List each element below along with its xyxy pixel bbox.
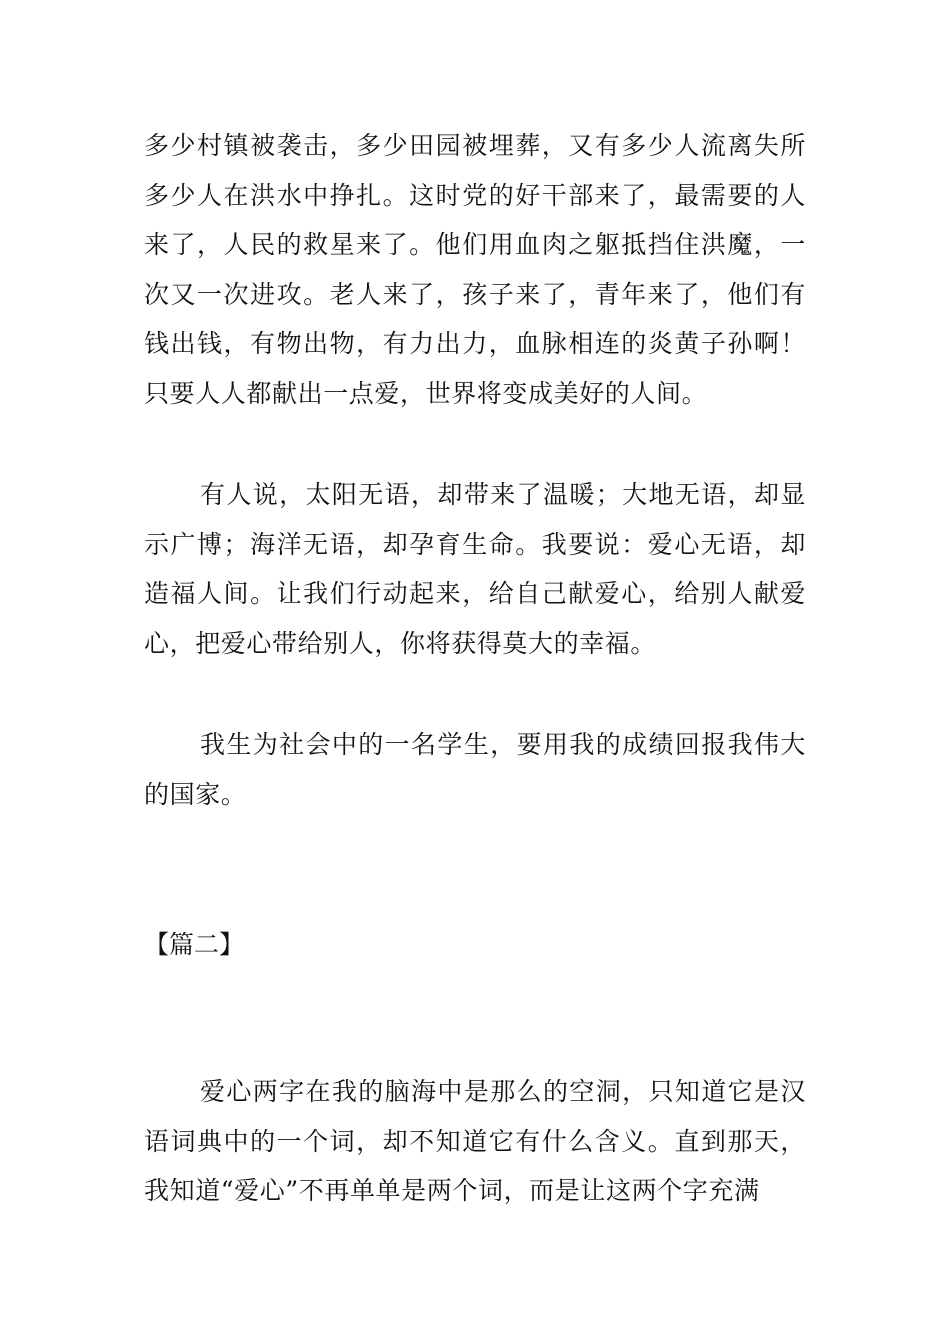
paragraph-love-meaning: 爱心两字在我的脑海中是那么的空洞，只知道它是汉语词典中的一个词，却不知道它有什么含义。直到那天，我知道“爱心”不再单单是两个词，而是让这两个字充满 xyxy=(144,1077,806,1205)
paragraph-student: 我生为社会中的一名学生，要用我的成绩回报我伟大的国家。 xyxy=(144,730,806,809)
section-heading: 【篇二】 xyxy=(144,930,245,959)
paragraph-silent-love: 有人说，太阳无语，却带来了温暖；大地无语，却显示广博；海洋无语，却孕育生命。我要说：爱心无语，却造福人间。让我们行动起来，给自己献爱心，给别人献爱心，把爱心带给别人，你将获得莫大的幸福。 xyxy=(144,480,806,658)
paragraph-flood-relief: 多少村镇被袭击，多少田园被埋葬，又有多少人流离失所多少人在洪水中挣扎。这时党的好干部来了，最需要的人来了，人民的救星来了。他们用血肉之躯抵挡住洪魔，一次又一次进攻。老人来了，孩子来了，青年来了，他们有钱出钱，有物出物，有力出力，血脉相连的炎黄子孙啊！只要人人都献出一点爱，世界将变成美好的人间。 xyxy=(144,131,806,408)
